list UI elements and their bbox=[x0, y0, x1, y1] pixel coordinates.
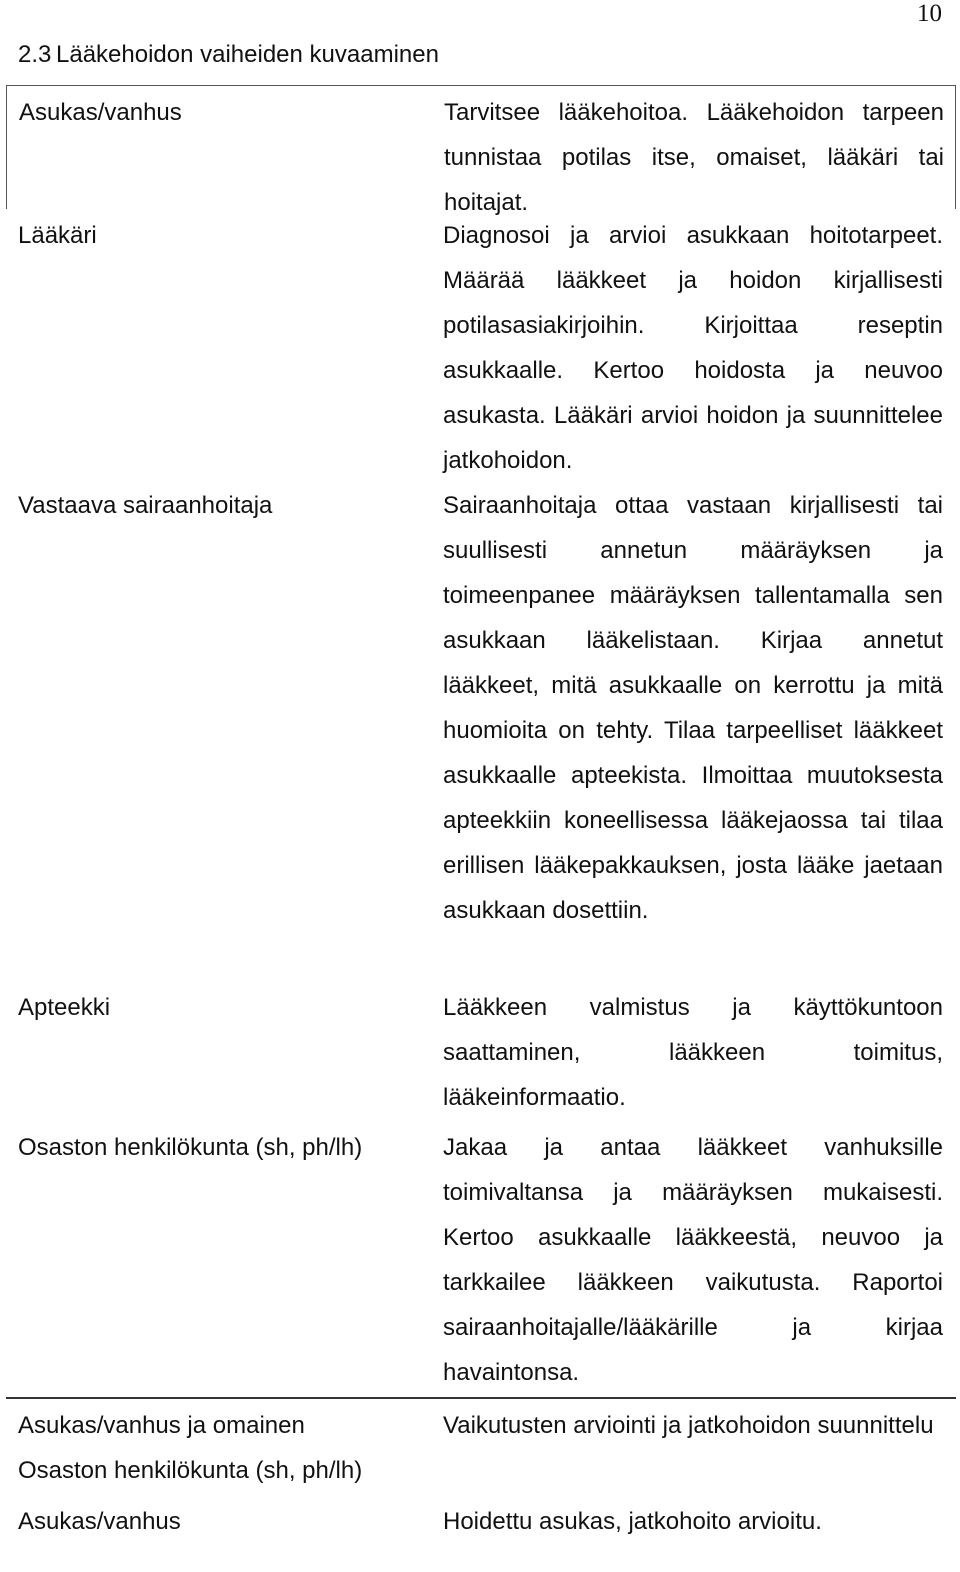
description-cell: Sairaanhoitaja ottaa vastaan kirjallisesti tai suullisesti annetun määräyksen ja toimeenpanee määräyksen tallentamalla sen asukkaan lääkelistaan. Kirjaa annetut lääkkeet, mitä asukkaalle on kerrottu ja mitä huomioita on tehty. Tilaa tarpeelliset lääkkeet asukkaalle apteekista. Ilmoittaa muutoksesta apteekkiin koneellisessa lääkejaossa tai tilaa erillisen lääkepakkauksen, josta lääke jaetaan asukkaan dosettiin. bbox=[443, 492, 943, 924]
description-cell: Jakaa ja antaa lääkkeet vanhuksille toimivaltansa ja määräyksen mukaisesti. Kertoo asukkaalle lääkkeestä, neuvoo ja tarkkailee lääkkeen vaikutusta. Raportoi sairaanhoitajalle/lääkärille ja kirjaa havaintonsa. bbox=[443, 1134, 943, 1386]
description-cell: Diagnosoi ja arvioi asukkaan hoitotarpeet. Määrää lääkkeet ja hoidon kirjallisesti potilasasiakirjoihin. Kirjoittaa reseptin asukkaalle. Kertoo hoidosta ja neuvoo asukasta. Lääkäri arvioi hoidon ja suunnittelee jatkohoidon. bbox=[443, 222, 943, 474]
actor-cell: Lääkäri bbox=[18, 222, 97, 249]
table-row bbox=[6, 1495, 956, 1551]
description-cell: Vaikutusten arviointi ja jatkohoidon suunnittelu bbox=[443, 1412, 934, 1439]
actor-line: Osaston henkilökunta (sh, ph/lh) bbox=[18, 1457, 363, 1484]
actor-cell: Apteekki bbox=[18, 994, 111, 1021]
table-row bbox=[6, 85, 956, 216]
section-number: 2.3 bbox=[18, 41, 52, 68]
description-cell: Hoidettu asukas, jatkohoito arvioitu. bbox=[443, 1508, 822, 1535]
description-cell: Tarvitsee lääkehoitoa. Lääkehoidon tarpeen tunnistaa potilas itse, omaiset, lääkäri tai hoitajat. bbox=[444, 99, 944, 216]
actor-cell: Vastaava sairaanhoitaja bbox=[18, 492, 273, 519]
actor-cell bbox=[18, 1403, 362, 1493]
page-number: 10 bbox=[917, 0, 942, 27]
table-row bbox=[6, 1397, 956, 1495]
table-row bbox=[6, 209, 956, 479]
description-cell: Lääkkeen valmistus ja käyttökuntoon saattaminen, lääkkeen toimitus, lääkeinformaatio. bbox=[443, 994, 943, 1111]
actor-cell: Asukas/vanhus bbox=[18, 1508, 181, 1535]
section-heading bbox=[18, 40, 439, 70]
table-row bbox=[6, 479, 956, 981]
table-row bbox=[6, 981, 956, 1121]
section-title: Lääkehoidon vaiheiden kuvaaminen bbox=[56, 41, 439, 68]
actor-cell: Osaston henkilökunta (sh, ph/lh) bbox=[18, 1134, 363, 1161]
table-row bbox=[6, 1121, 956, 1397]
medication-process-table bbox=[6, 85, 956, 1551]
actor-cell: Asukas/vanhus bbox=[19, 99, 182, 126]
actor-line: Asukas/vanhus ja omainen bbox=[18, 1412, 305, 1439]
